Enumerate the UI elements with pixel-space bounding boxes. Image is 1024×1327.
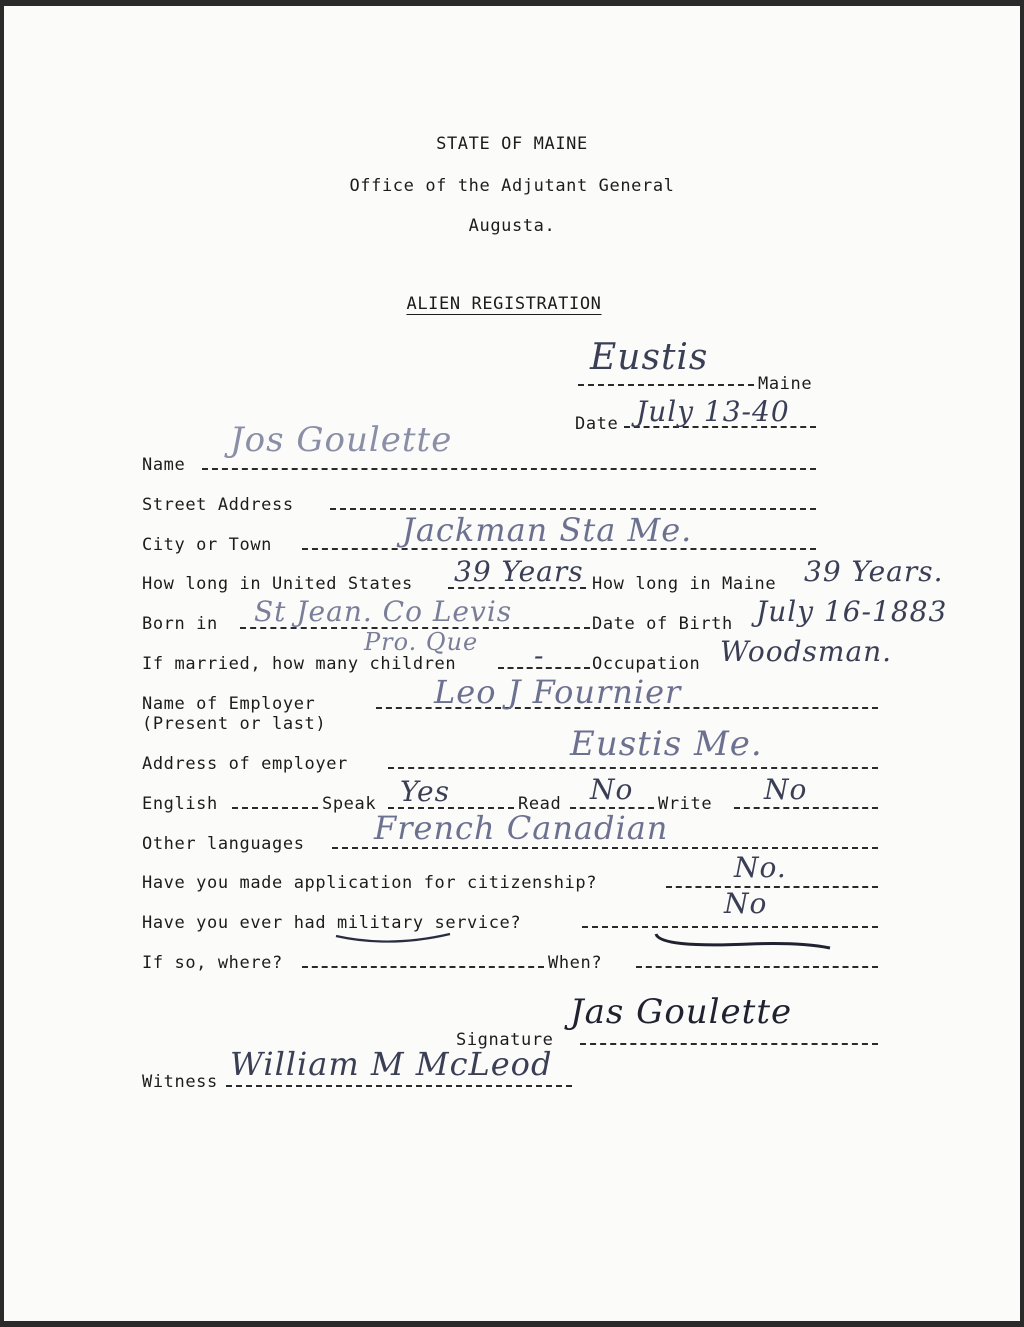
employer-address-value: Eustis Me.	[570, 724, 763, 764]
witness-value: William M McLeod	[230, 1045, 553, 1083]
name-value: Jos Goulette	[230, 420, 453, 460]
witness-label: Witness	[142, 1072, 218, 1092]
date-label: Date	[575, 414, 619, 434]
citizenship-label: Have you made application for citizenship?	[142, 873, 598, 893]
dob-label: Date of Birth	[592, 614, 733, 634]
read-label: Read	[518, 794, 562, 814]
military-value: No	[724, 887, 768, 920]
signature-value: Jas Goulette	[570, 992, 793, 1032]
employer-sublabel: (Present or last)	[142, 714, 327, 734]
citizenship-value: No.	[734, 851, 787, 884]
write-value: No	[764, 773, 808, 806]
speak-value: Yes	[400, 775, 450, 808]
military-underline-stroke	[336, 934, 450, 942]
name-line	[202, 468, 816, 470]
write-label: Write	[658, 794, 713, 814]
place-value: Eustis	[590, 337, 709, 378]
employer-address-line	[388, 767, 878, 769]
born-in-value-line2: Pro. Que	[364, 628, 479, 656]
city-label: City or Town	[142, 535, 273, 555]
born-in-value: St Jean. Co Levis	[254, 595, 513, 628]
if-so-label: If so, where?	[142, 953, 283, 973]
how-long-us-label: How long in United States	[142, 574, 413, 594]
street-address-line	[330, 508, 816, 510]
occupation-label: Occupation	[592, 654, 701, 674]
military-answer-stroke	[656, 934, 830, 948]
signature-line	[580, 1043, 878, 1045]
how-long-maine-value: 39 Years.	[804, 555, 944, 588]
other-languages-value: French Canadian	[374, 809, 669, 847]
dob-value: July 16-1883	[756, 595, 948, 628]
how-long-maine-label: How long in Maine	[592, 574, 777, 594]
employer-value: Leo J Fournier	[434, 673, 682, 711]
military-label: Have you ever had military service?	[142, 913, 522, 933]
occupation-value: Woodsman.	[720, 635, 893, 668]
city-heading: Augusta.	[468, 216, 556, 236]
employer-label: Name of Employer	[142, 694, 316, 714]
how-long-us-value: 39 Years	[454, 555, 584, 588]
alien-registration-form	[4, 6, 1020, 1321]
other-languages-line	[332, 847, 878, 849]
born-in-label: Born in	[142, 614, 218, 634]
citizenship-line	[666, 886, 878, 888]
when-label: When?	[548, 953, 603, 973]
when-line	[636, 966, 878, 968]
english-label: English	[142, 794, 218, 814]
place-line	[578, 384, 754, 386]
name-label: Name	[142, 455, 186, 475]
street-address-label: Street Address	[142, 495, 294, 515]
if-so-line	[302, 966, 544, 968]
form-title: ALIEN REGISTRATION	[406, 294, 602, 314]
employer-address-label: Address of employer	[142, 754, 348, 774]
state-heading: STATE OF MAINE	[436, 134, 588, 154]
speak-label: Speak	[322, 794, 377, 814]
write-line	[734, 807, 878, 809]
place-suffix: Maine	[758, 374, 813, 394]
children-value: -	[534, 639, 545, 672]
signature-label: Signature	[456, 1030, 554, 1050]
english-line	[232, 807, 318, 809]
read-value: No	[590, 773, 634, 806]
other-languages-label: Other languages	[142, 834, 305, 854]
city-value: Jackman Sta Me.	[402, 511, 693, 549]
children-label: If married, how many children	[142, 654, 457, 674]
date-value: July 13-40	[636, 395, 790, 428]
office-heading: Office of the Adjutant General	[349, 176, 675, 196]
witness-line	[226, 1085, 572, 1087]
